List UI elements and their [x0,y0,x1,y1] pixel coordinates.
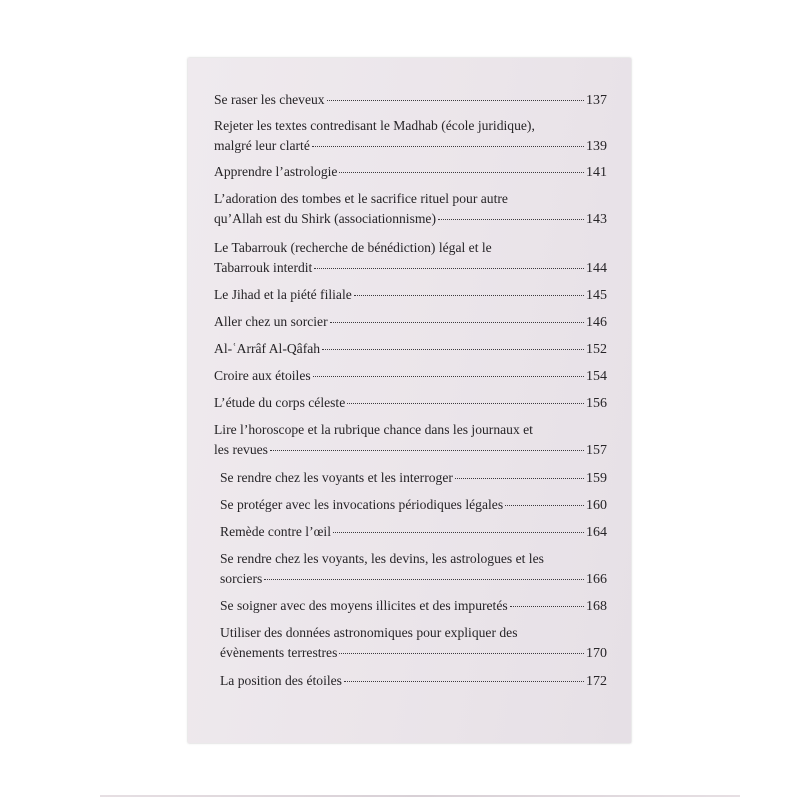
leader-dots [313,375,584,377]
toc-page-number: 157 [586,443,607,458]
toc-entry [214,596,607,617]
toc-entry [214,495,607,516]
leader-dots [264,578,584,580]
toc-page-number: 154 [586,369,607,384]
toc-entry-title-cont: les revues [214,442,268,457]
table-of-contents [214,90,607,692]
toc-page-number: 141 [586,165,607,180]
toc-page-number: 137 [586,93,607,108]
toc-entry [214,162,607,183]
leader-dots [505,504,584,506]
toc-page-number: 152 [586,342,607,357]
toc-entry [214,393,607,414]
leader-dots [314,267,584,269]
leader-dots [327,99,584,101]
leader-dots [438,218,584,220]
toc-page-number: 166 [586,572,607,587]
toc-page-number: 164 [586,525,607,540]
leader-dots [339,652,584,654]
toc-entry-title: Le Tabarrouk (recherche de bénédiction) légal et le [214,240,492,255]
leader-dots [330,321,584,323]
toc-entry [214,189,607,230]
toc-page-number: 146 [586,315,607,330]
toc-entry [214,468,607,489]
toc-entry-title: Al-ʿArrâf Al-Qâfah [214,341,321,356]
book-page [188,58,631,743]
toc-entry [214,339,607,360]
toc-entry-title: Se soigner avec des moyens illicites et des impuretés [220,598,508,613]
toc-entry-title: Rejeter les textes contredisant le Madhab (école juridique), [214,118,535,133]
toc-entry-title: Lire l’horoscope et la rubrique chance dans les journaux et [214,422,533,437]
toc-entry-title: Apprendre l’astrologie [214,164,338,179]
leader-dots [455,477,584,479]
toc-entry [214,238,607,279]
leader-dots [312,145,584,147]
toc-entry [214,312,607,333]
toc-entry [214,522,607,543]
toc-entry-title: L’étude du corps céleste [214,395,346,410]
toc-entry-title-cont: évènements terrestres [220,645,338,660]
toc-page-number: 170 [586,646,607,661]
toc-entry [214,623,607,664]
toc-entry [214,671,607,692]
toc-entry-title: Se raser les cheveux [214,92,325,107]
toc-page-number: 145 [586,288,607,303]
toc-entry-title-cont: Tabarrouk interdit [214,260,313,275]
leader-dots [339,171,584,173]
toc-entry [214,90,607,111]
leader-dots [354,294,584,296]
leader-dots [510,605,584,607]
toc-page-number: 160 [586,498,607,513]
toc-entry-title-cont: qu’Allah est du Shirk (associationnisme) [214,211,436,226]
next-page-edge [100,795,740,797]
toc-entry-title-cont: sorciers [220,571,263,586]
toc-entry [214,285,607,306]
toc-entry-title: Aller chez un sorcier [214,314,328,329]
leader-dots [333,531,584,533]
toc-page-number: 159 [586,471,607,486]
leader-dots [347,402,584,404]
toc-entry-title: Se rendre chez les voyants et les interroger [220,470,453,485]
toc-entry-title: Utiliser des données astronomiques pour expliquer des [220,625,518,640]
toc-page-number: 144 [586,261,607,276]
toc-entry-title: La position des étoiles [220,673,342,688]
toc-entry-title: Le Jihad et la piété filiale [214,287,352,302]
toc-entry-title: Se protéger avec les invocations périodiques légales [220,497,504,512]
leader-dots [344,680,584,682]
toc-entry-title: Croire aux étoiles [214,368,311,383]
toc-page-number: 172 [586,674,607,689]
leader-dots [322,348,584,350]
toc-page-number: 143 [586,212,607,227]
toc-entry [214,420,607,461]
toc-page-number: 156 [586,396,607,411]
toc-entry-title: Remède contre l’œil [220,524,331,539]
toc-entry [214,366,607,387]
toc-entry-title: L’adoration des tombes et le sacrifice rituel pour autre [214,191,508,206]
toc-page-number: 168 [586,599,607,614]
leader-dots [270,449,584,451]
toc-page-number: 139 [586,139,607,154]
toc-entry [214,549,607,590]
toc-entry [214,116,607,157]
toc-entry-title: Se rendre chez les voyants, les devins, les astrologues et les [220,551,544,566]
toc-entry-title-cont: malgré leur clarté [214,138,310,153]
